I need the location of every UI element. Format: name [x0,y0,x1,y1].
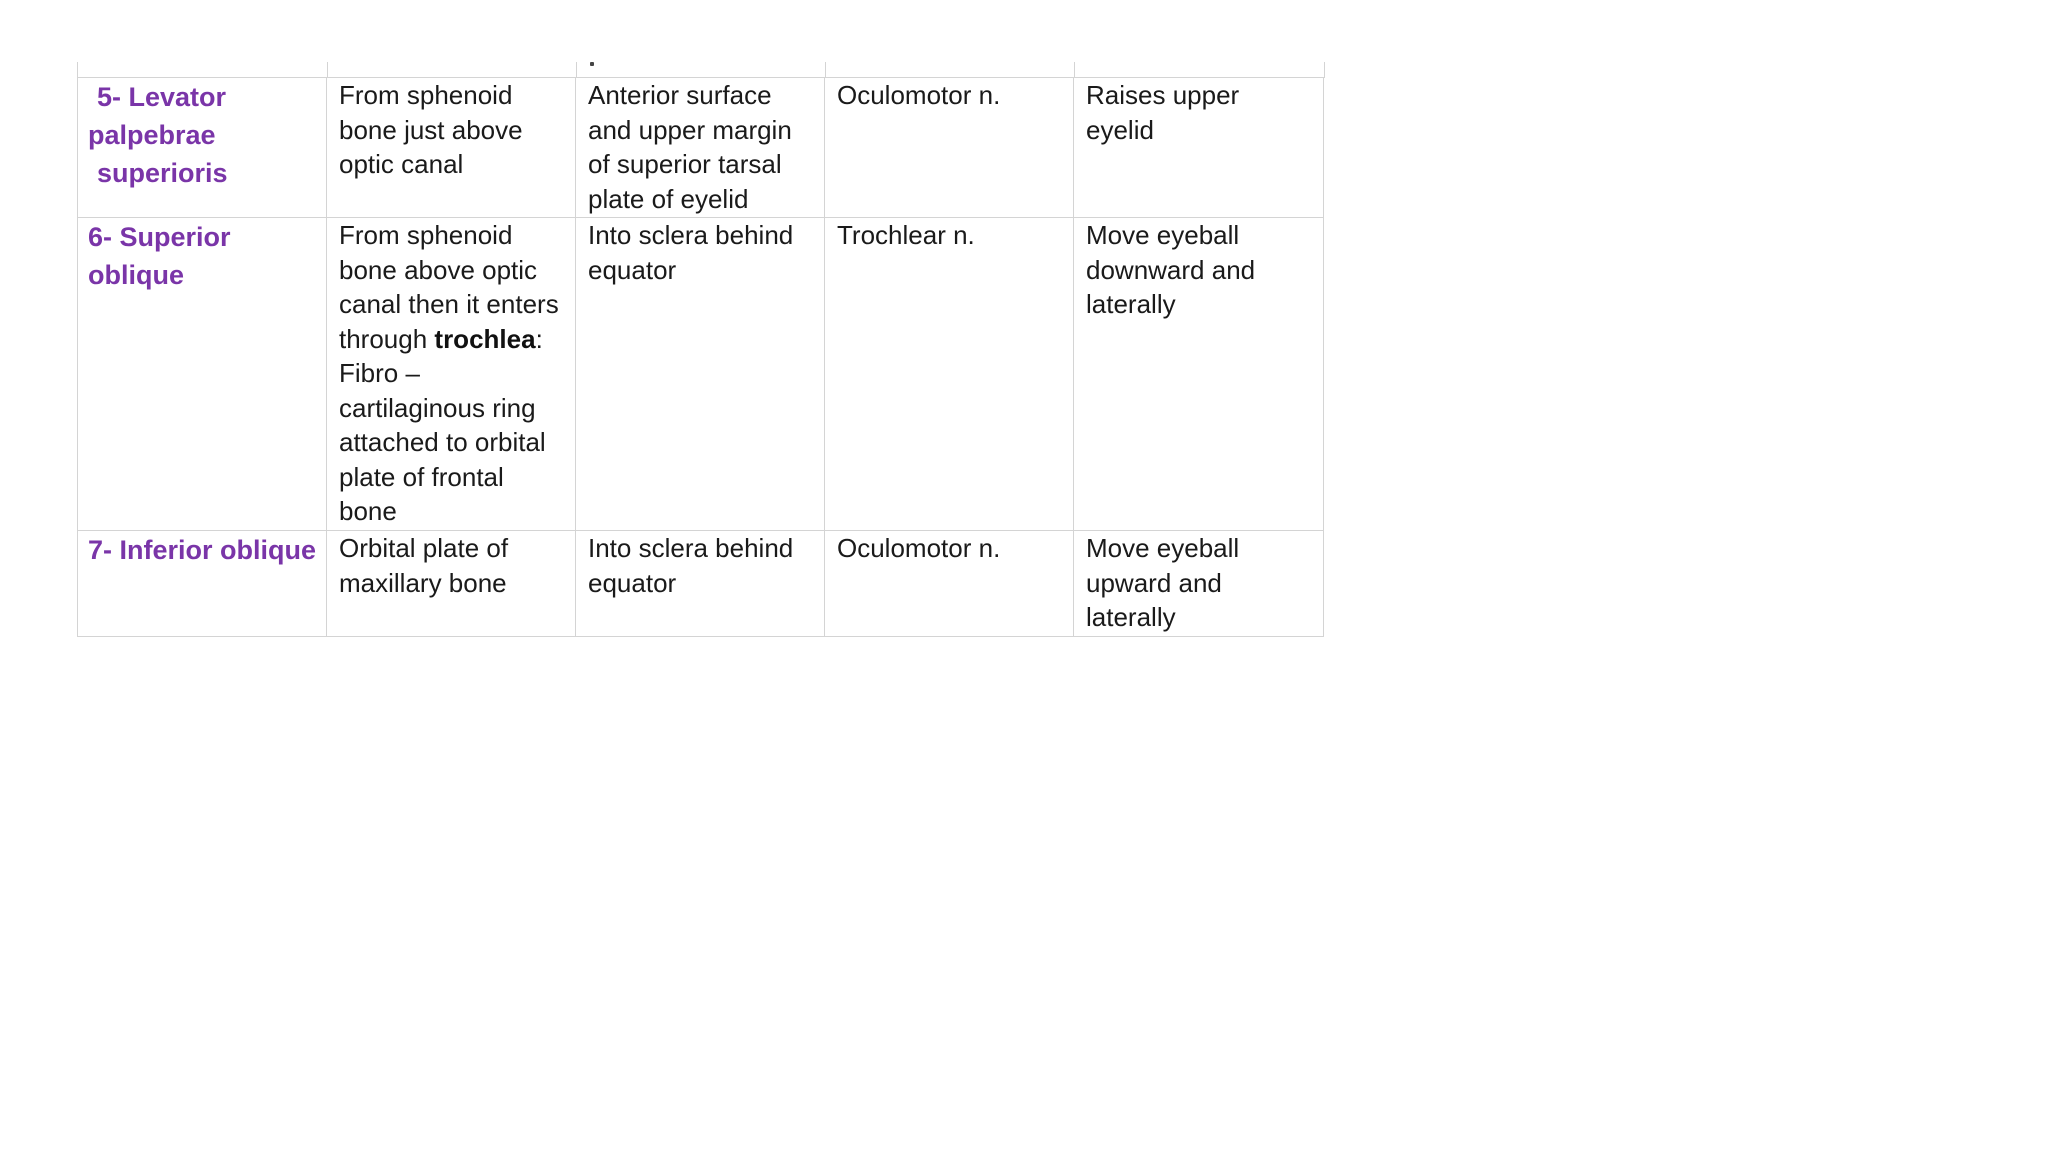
origin-bold-term: trochlea [434,323,536,354]
column-divider [825,62,826,78]
origin-cell: From sphenoid bone just above optic canal [327,78,576,218]
action-cell: Raises upper eyelid [1074,78,1324,218]
muscle-name-line: 5- Levator [97,82,227,112]
muscle-name-cell: 7- Inferior oblique [78,531,327,637]
origin-cell [327,218,576,531]
muscle-name-cell: 6- Superior oblique [78,218,327,531]
nerve-cell: Trochlear n. [825,218,1074,531]
muscle-name-line: superioris [97,158,228,188]
table-row [78,531,1324,637]
insertion-cell: Into sclera behind equator [576,531,825,637]
table-row [78,218,1324,531]
previous-row-fragment [77,62,1325,78]
column-divider [1074,62,1075,78]
nerve-cell: Oculomotor n. [825,531,1074,637]
insertion-cell: Anterior surface and upper margin of superior tarsal plate of eyelid [576,78,825,218]
nerve-cell: Oculomotor n. [825,78,1074,218]
table-row [78,78,1324,218]
cut-off-text-fragment [590,62,594,66]
muscle-name-line: palpebrae [88,120,216,150]
column-divider [576,62,577,78]
action-cell: Move eyeball downward and laterally [1074,218,1324,531]
column-divider [327,62,328,78]
eye-muscles-table [77,77,1324,637]
insertion-cell: Into sclera behind equator [576,218,825,531]
muscle-name-cell [78,78,327,218]
origin-text: From sphenoid bone above optic canal then it enters through [339,220,559,354]
origin-text: : Fibro – cartilaginous ring attached to orbital plate of frontal bone [339,323,546,526]
origin-cell: Orbital plate of maxillary bone [327,531,576,637]
action-cell: Move eyeball upward and laterally [1074,531,1324,637]
